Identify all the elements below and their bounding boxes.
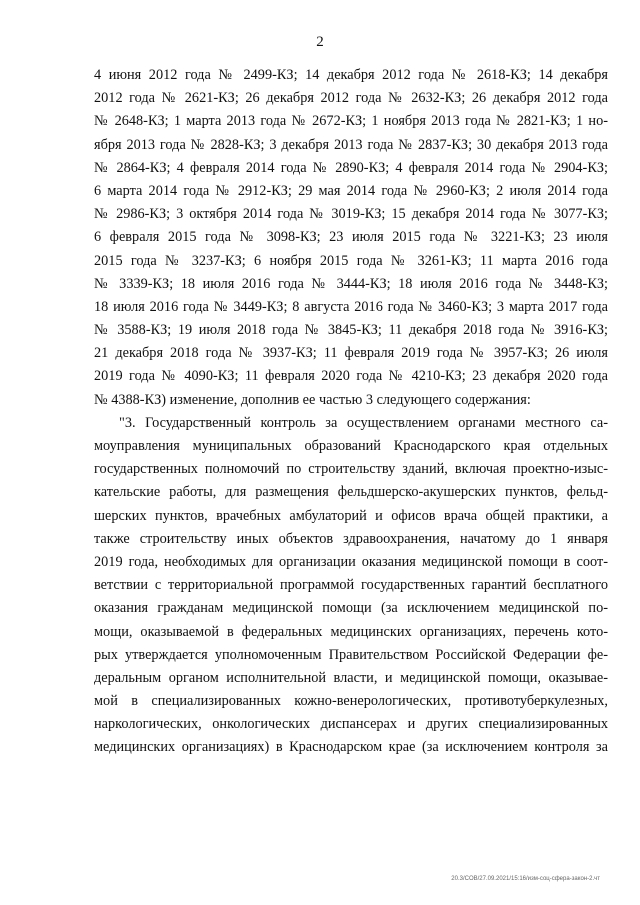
text-line: 2012 года № 2621-КЗ; 26 декабря 2012 года № 2632-КЗ; 26 декабря 2012 года xyxy=(94,90,608,107)
text-line: № 2864-КЗ; 4 февраля 2014 года № 2890-КЗ; 4 февраля 2014 года № 2904-КЗ; xyxy=(94,159,608,176)
text-line: "3. Государственный контроль за осуществлением органами местного са- xyxy=(119,414,608,431)
text-line: государственных полномочий по строительству зданий, включая проектно-изыс- xyxy=(94,461,608,478)
text-line: 2019 года № 4090-КЗ; 11 февраля 2020 года № 4210-КЗ; 23 декабря 2020 года xyxy=(94,368,608,385)
text-line: 2019 года, необходимых для организации оказания медицинской помощи в соот- xyxy=(94,553,608,570)
text-line: моуправления муниципальных образований Краснодарского края отдельных xyxy=(94,438,608,454)
text-line: наркологических, онкологических диспансерах и других специализированных xyxy=(94,716,608,733)
document-footer-code: 20.3/COB/27.09.2021/15:16/изм-соц-сфера-закон-2.чт xyxy=(451,876,600,882)
text-line: деральным органом исполнительной власти, и медицинской помощи, оказывае- xyxy=(94,669,608,686)
body-text xyxy=(94,64,608,760)
text-line: 6 марта 2014 года № 2912-КЗ; 29 мая 2014 года № 2960-КЗ; 2 июля 2014 года xyxy=(94,182,608,199)
text-line: мощи, оказываемой в федеральных медицинских организациях, перечень кото- xyxy=(94,623,608,640)
text-line: № 3339-КЗ; 18 июля 2016 года № 3444-КЗ; 18 июля 2016 года № 3448-КЗ; xyxy=(94,275,608,292)
text-line: 6 февраля 2015 года № 3098-КЗ; 23 июля 2015 года № 3221-КЗ; 23 июля xyxy=(94,229,608,246)
text-line: медицинских организациях) в Краснодарском крае (за исключением контроля за xyxy=(94,739,608,756)
page-number: 2 xyxy=(316,34,324,50)
text-line: № 4388-КЗ) изменение, дополнив ее частью 3 следующего содержания: xyxy=(94,391,531,408)
text-line: мой в специализированных кожно-венерологических, противотуберкулезных, xyxy=(94,693,608,710)
text-line: ветствии с территориальной программой государственных гарантий бесплатного xyxy=(94,577,608,594)
text-line: 2015 года № 3237-КЗ; 6 ноября 2015 года № 3261-КЗ; 11 марта 2016 года xyxy=(94,252,608,269)
text-line: № 3588-КЗ; 19 июля 2018 года № 3845-КЗ; 11 декабря 2018 года № 3916-КЗ; xyxy=(94,322,608,339)
text-line: 4 июня 2012 года № 2499-КЗ; 14 декабря 2012 года № 2618-КЗ; 14 декабря xyxy=(94,67,608,83)
text-line: ября 2013 года № 2828-КЗ; 3 декабря 2013 года № 2837-КЗ; 30 декабря 2013 года xyxy=(94,136,608,153)
text-line: 21 декабря 2018 года № 3937-КЗ; 11 февраля 2019 года № 3957-КЗ; 26 июля xyxy=(94,345,608,362)
text-line: 18 июля 2016 года № 3449-КЗ; 8 августа 2016 года № 3460-КЗ; 3 марта 2017 года xyxy=(94,298,608,315)
text-line: кательские работы, для размещения фельдшерско-акушерских пунктов, фельд- xyxy=(94,484,608,501)
text-line: также строительству иных объектов здравоохранения, начатому до 1 января xyxy=(94,530,608,547)
text-line: шерских пунктов, врачебных амбулаторий и офисов врача общей практики, а xyxy=(94,507,608,524)
text-line: № 2986-КЗ; 3 октября 2014 года № 3019-КЗ; 15 декабря 2014 года № 3077-КЗ; xyxy=(94,206,608,223)
text-line: рых утверждается уполномоченным Правительством Российской Федерации фе- xyxy=(94,646,608,663)
text-line: оказания гражданам медицинской помощи (за исключением медицинской по- xyxy=(94,600,608,617)
text-line: № 2648-КЗ; 1 марта 2013 года № 2672-КЗ; 1 ноября 2013 года № 2821-КЗ; 1 но- xyxy=(94,113,608,130)
